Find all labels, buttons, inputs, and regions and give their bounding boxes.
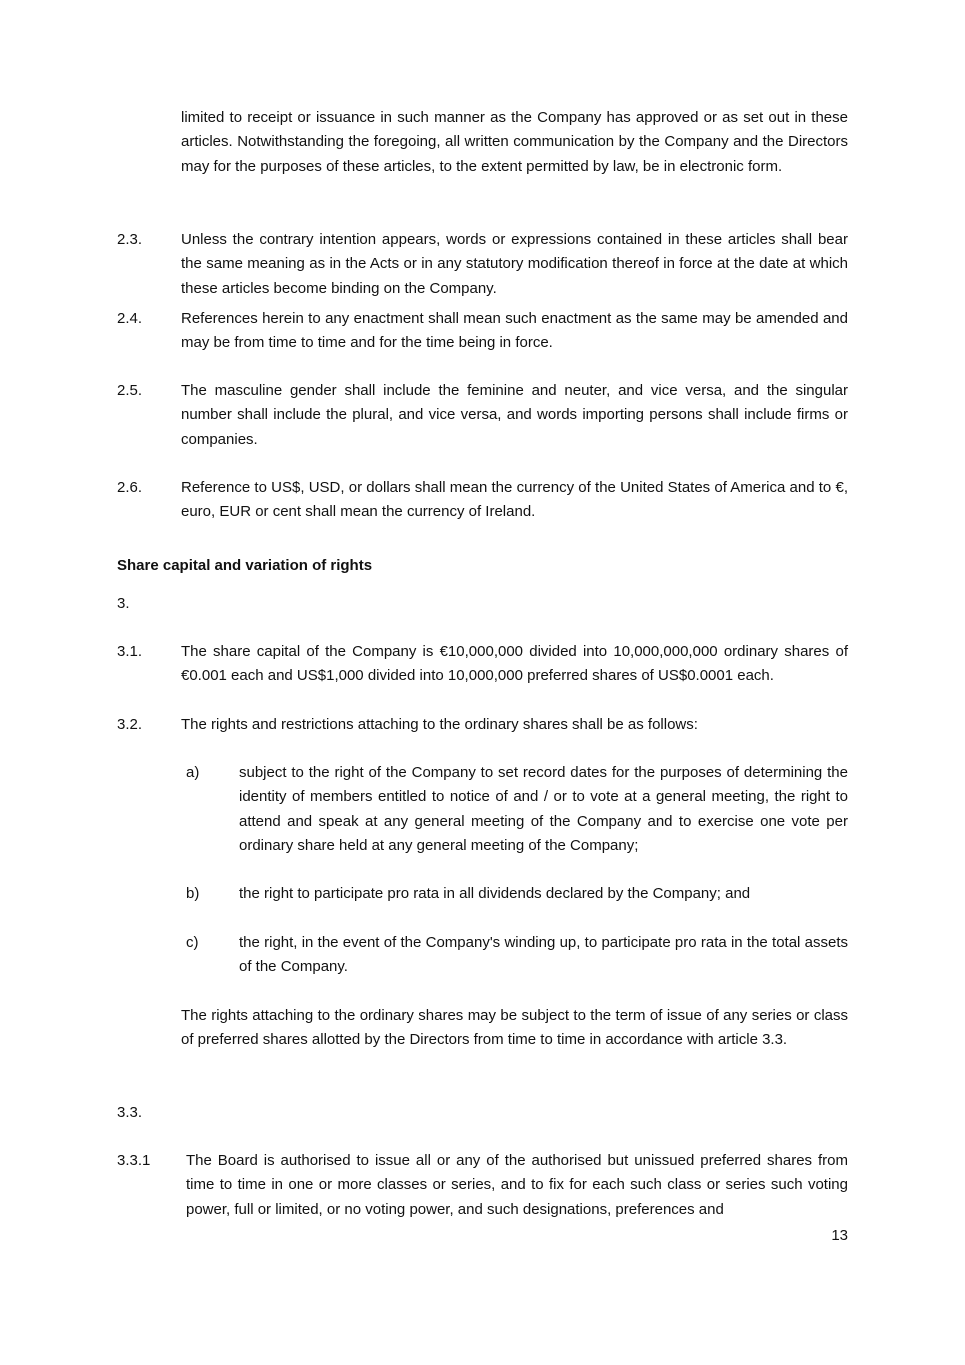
section-text-3-1: The share capital of the Company is €10,000,000 divided into 10,000,000,000 ordinary shares of €0.001 each and US$1,000 divided into 10,000,000 preferred shares of US$0.0001 each. xyxy=(181,643,848,685)
section-text-2-5: The masculine gender shall include the feminine and neuter, and vice versa, and the singular number shall include the plural, and vice versa, and words importing persons shall include firms or companies. xyxy=(181,382,848,448)
continuation-paragraph: limited to receipt or issuance in such manner as the Company has approved or as set out in these articles. Notwithstanding the foregoing, all written communication by the Company and the Directors may for the purposes of these articles, to the extent permitted by law, be in electronic form. xyxy=(181,109,848,175)
section-number-3-1: 3.1. xyxy=(117,643,143,660)
list-item-b: the right to participate pro rata in all dividends declared by the Company; and xyxy=(239,885,751,902)
section-text-2-6: Reference to US$, USD, or dollars shall mean the currency of the United States of America and to €, euro, EUR or cent shall mean the currency of Ireland. xyxy=(181,479,848,521)
section-number-3-3-1: 3.3.1 xyxy=(117,1152,151,1169)
section-number-2-6: 2.6. xyxy=(117,479,143,496)
rights-paragraph: The rights attaching to the ordinary shares may be subject to the term of issue of any series or class of preferred shares allotted by the Directors from time to time in accordance with article 3.3. xyxy=(181,1007,848,1049)
section-number-3-3: 3.3. xyxy=(117,1104,143,1121)
section-number-3: 3. xyxy=(117,595,130,612)
section-number-2-3: 2.3. xyxy=(117,231,143,248)
section-number-2-4: 2.4. xyxy=(117,310,143,327)
list-item-a: subject to the right of the Company to set record dates for the purposes of determining the identity of members entitled to notice of and / or to vote at a general meeting, the right to attend and speak at any general meeting of the Company and to exercise one vote per ordinary share held at any general meeting of the Company; xyxy=(239,764,848,854)
section-text-2-4: References herein to any enactment shall mean such enactment as the same may be amended and may be from time to time and for the time being in force. xyxy=(181,310,848,352)
list-letter-a: a) xyxy=(186,764,200,781)
section-number-3-2: 3.2. xyxy=(117,716,143,733)
section-text-3-2: The rights and restrictions attaching to the ordinary shares shall be as follows: xyxy=(181,716,698,733)
list-letter-b: b) xyxy=(186,885,200,902)
page-number: 13 xyxy=(831,1227,848,1244)
list-letter-c: c) xyxy=(186,934,199,951)
section-number-2-5: 2.5. xyxy=(117,382,143,399)
section-heading: Share capital and variation of rights xyxy=(117,557,373,574)
list-item-c: the right, in the event of the Company's winding up, to participate pro rata in the total assets of the Company. xyxy=(239,934,848,976)
section-text-3-3-1: The Board is authorised to issue all or any of the authorised but unissued preferred shares from time to time in one or more classes or series, and to fix for each such class or series such voting power, full or limited, or no voting power, and such designations, preferences and xyxy=(186,1152,848,1218)
section-text-2-3: Unless the contrary intention appears, words or expressions contained in these articles shall bear the same meaning as in the Acts or in any statutory modification thereof in force at the date at which these articles become binding on the Company. xyxy=(181,231,848,297)
